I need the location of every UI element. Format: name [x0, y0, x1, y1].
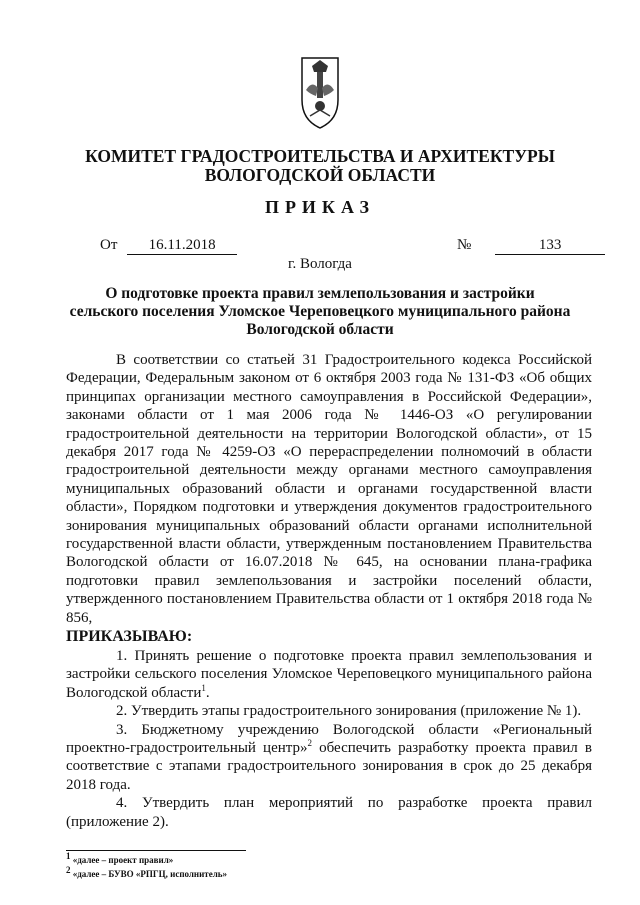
footnote-1: $^1$ «далее – проект правил»	[66, 851, 174, 865]
order-word: ПРИКАЗЫВАЮ:	[66, 628, 193, 646]
agency-name-line2: ВОЛОГОДСКОЙ ОБЛАСТИ	[204, 165, 436, 185]
date-label: От	[100, 237, 118, 253]
subject-line1: О подготовке проекта правил землепользования и застройки	[105, 285, 535, 302]
order-item-2: 2. Утвердить этапы градостроительного зонирования (приложение № 1).	[116, 703, 582, 720]
order-item-1: 1. Принять решение о подготовке проекта правил землепользования и застройки сельского поселения Уломское Череповецкого муниципального района Вологодской области$^1$.	[66, 648, 592, 701]
subject-line2: сельского поселения Уломское Череповецкого муниципального района	[69, 303, 571, 320]
subject-line3: Вологодской области	[246, 321, 394, 338]
coat-of-arms-icon	[300, 56, 340, 130]
document-number: 133	[495, 236, 605, 255]
document-date: 16.11.2018	[127, 236, 237, 255]
order-items	[66, 647, 592, 831]
document-type: ПРИКАЗ	[264, 197, 376, 217]
preamble-text: В соответствии со статьей 31 Градостроительного кодекса Российской Федерации, Федеральным законом от 6 октября 2003 года № 131-ФЗ «Об общих принципах организации местного самоуправления в Российской Федерации», законами области от 1 мая 2006 года № 1446-ОЗ «О регулировании градостроительной деятельности на территории Вологодской области», от 15 декабря 2017 года № 4259-ОЗ «О перераспределении полномочий в области градостроительной деятельности между органами местного самоуправления муниципальных образований области и органами государственной власти области», Порядком подготовки и утверждения документов градостроительного зонирования муниципальных образований области органами исполнительной государственной власти области, утвержденным постановлением Правительства Вологодской области от 16.07.2018 № 645, на основании плана-графика подготовки правил землепользования и застройки поселений области, утвержденного постановлением Правительства области от 1 октября 2018 года № 856,	[66, 352, 592, 626]
order-item-4: 4. Утвердить план мероприятий по разработке проекта правил (приложение 2).	[66, 795, 592, 830]
city: г. Вологда	[288, 256, 352, 272]
footnote-divider	[66, 850, 246, 851]
agency-name-line1: КОМИТЕТ ГРАДОСТРОИТЕЛЬСТВА И АРХИТЕКТУРЫ	[85, 146, 555, 166]
footnote-2: $^2$ «далее – БУВО «РПГЦ, исполнитель»	[66, 865, 228, 879]
date-block	[100, 236, 237, 255]
order-item-3: 3. Бюджетному учреждению Вологодской области «Региональный проектно-градостроительный центр»$^2$ обеспечить разработку проекта правил в соответствие с этапами градостроительного зонирования в срок до 25 декабря 2018 года.	[66, 721, 592, 793]
footnote-ref-2: 2	[307, 738, 313, 749]
number-block	[457, 236, 605, 255]
number-label: №	[457, 237, 472, 253]
preamble	[66, 351, 592, 647]
footnote-ref-1: 1	[201, 682, 206, 693]
